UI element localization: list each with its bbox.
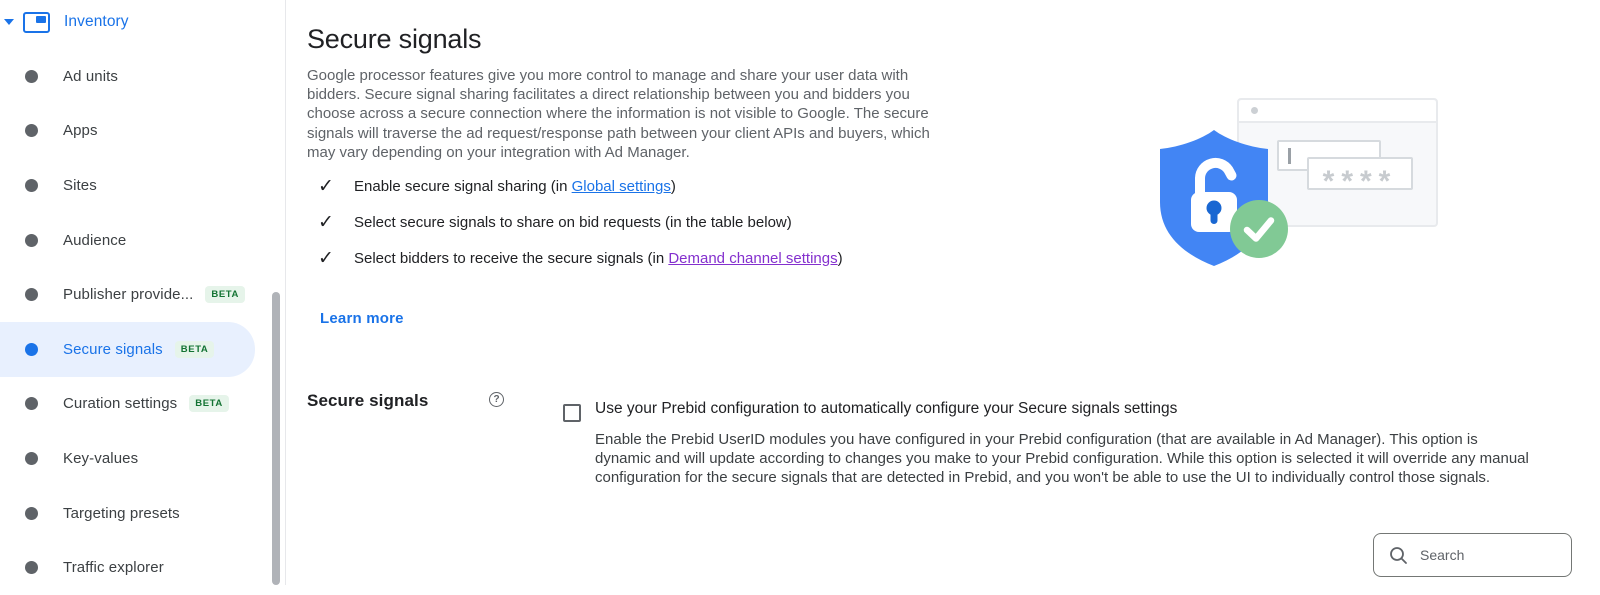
beta-badge: BETA bbox=[175, 341, 215, 358]
sidebar-item-label: Traffic explorer bbox=[63, 559, 164, 577]
sidebar-item-key-values[interactable] bbox=[0, 431, 255, 486]
demand-channel-settings-link[interactable]: Demand channel settings bbox=[668, 249, 838, 267]
section-heading: Secure signals bbox=[307, 391, 429, 410]
bullet-icon bbox=[25, 70, 38, 83]
table-search-box[interactable] bbox=[1373, 533, 1572, 577]
chevron-down-icon[interactable] bbox=[4, 19, 14, 25]
checklist-text-pre: Select bidders to receive the secure signals (in bbox=[354, 249, 669, 267]
beta-badge: BETA bbox=[205, 286, 245, 303]
bullet-icon bbox=[25, 234, 38, 247]
sidebar-item-label: Apps bbox=[63, 122, 98, 140]
sidebar-item-label: Sites bbox=[63, 176, 97, 194]
setup-checklist bbox=[318, 168, 843, 276]
sidebar-item-label: Publisher provide... bbox=[63, 286, 194, 304]
sidebar-item-label: Audience bbox=[63, 231, 127, 249]
sidebar-scrollbar[interactable] bbox=[272, 292, 280, 585]
sidebar-item-publisher-provided[interactable] bbox=[0, 267, 255, 322]
password-input-graphic bbox=[1307, 157, 1413, 190]
checklist-item-text bbox=[354, 250, 843, 267]
sidebar-item-curation-settings[interactable] bbox=[0, 377, 255, 432]
sidebar-item-secure-signals[interactable] bbox=[0, 322, 255, 377]
sidebar bbox=[0, 0, 286, 585]
checklist-item-text bbox=[354, 214, 792, 231]
global-settings-link[interactable]: Global settings bbox=[571, 177, 671, 195]
sidebar-item-targeting-presets[interactable] bbox=[0, 486, 255, 541]
checklist-item-text bbox=[354, 178, 676, 195]
bullet-icon bbox=[25, 507, 38, 520]
browser-titlebar-graphic bbox=[1239, 100, 1436, 123]
sidebar-header-inventory[interactable] bbox=[0, 0, 285, 44]
checkmark-icon: ✓ bbox=[318, 247, 334, 269]
learn-more-link[interactable]: Learn more bbox=[320, 310, 404, 327]
checklist-text-pre: Select secure signals to share on bid requests (in the table below) bbox=[354, 213, 792, 231]
prebid-checkbox-label: Use your Prebid configuration to automatically configure your Secure signals settings bbox=[595, 400, 1178, 417]
sidebar-item-apps[interactable] bbox=[0, 104, 255, 159]
beta-badge: BETA bbox=[189, 395, 229, 412]
search-input[interactable] bbox=[1420, 547, 1560, 563]
password-asterisks: **** bbox=[1322, 164, 1398, 190]
bullet-icon bbox=[25, 179, 38, 192]
sidebar-item-label: Targeting presets bbox=[63, 504, 180, 522]
sidebar-item-ad-units[interactable] bbox=[0, 49, 255, 104]
checklist-item-select-bidders bbox=[318, 240, 843, 276]
sidebar-item-label: Curation settings bbox=[63, 395, 178, 413]
bullet-icon bbox=[25, 124, 38, 137]
help-icon[interactable]: ? bbox=[489, 392, 504, 407]
sidebar-item-audience[interactable] bbox=[0, 213, 255, 268]
bullet-icon bbox=[25, 343, 38, 356]
main-content bbox=[286, 0, 1600, 585]
sidebar-item-label: Secure signals bbox=[63, 340, 163, 358]
bullet-icon bbox=[25, 288, 38, 301]
prebid-config-checkbox[interactable] bbox=[563, 404, 581, 422]
bullet-icon bbox=[25, 452, 38, 465]
sidebar-item-traffic-explorer[interactable] bbox=[0, 540, 255, 595]
bullet-icon bbox=[25, 397, 38, 410]
search-icon bbox=[1389, 546, 1408, 565]
checklist-item-enable-sharing bbox=[318, 168, 843, 204]
checklist-text-post: ) bbox=[670, 177, 676, 195]
green-check-icon bbox=[1230, 200, 1288, 258]
checkmark-icon: ✓ bbox=[318, 211, 334, 233]
prebid-checkbox-description: Enable the Prebid UserID modules you have configured in your Prebid configuration (that are available in Ad Manager). This option is dynamic and will update according to changes you make to your Prebid configuration. While this option is selected it will override any manual configuration for the secure signals that are detected in Prebid, and you won't be able to use the UI to individually control those signals. bbox=[595, 431, 1529, 486]
sidebar-item-sites[interactable] bbox=[0, 158, 255, 213]
sidebar-item-label: Key-values bbox=[63, 449, 139, 467]
checklist-text-pre: Enable secure signal sharing (in bbox=[354, 177, 572, 195]
sidebar-item-label: Ad units bbox=[63, 67, 118, 85]
inventory-icon bbox=[23, 12, 50, 33]
checklist-item-select-signals bbox=[318, 204, 843, 240]
intro-paragraph: Google processor features give you more control to manage and share your user data with bidders. Secure signal sharing facilitates a direct relationship between you and bidders you choose across a secure connection where the information is not visible to Google. The secure signals will traverse the ad request/response path between your client APIs and buyers, which may vary depending on your integration with Ad Manager. bbox=[307, 67, 930, 161]
page-title: Secure signals bbox=[307, 24, 482, 54]
sidebar-nav bbox=[0, 44, 285, 595]
titlebar-dot-icon bbox=[1251, 107, 1258, 114]
checklist-text-post: ) bbox=[837, 249, 843, 267]
checkmark-icon: ✓ bbox=[318, 175, 334, 197]
bullet-icon bbox=[25, 561, 38, 574]
sidebar-header-label: Inventory bbox=[64, 13, 129, 30]
